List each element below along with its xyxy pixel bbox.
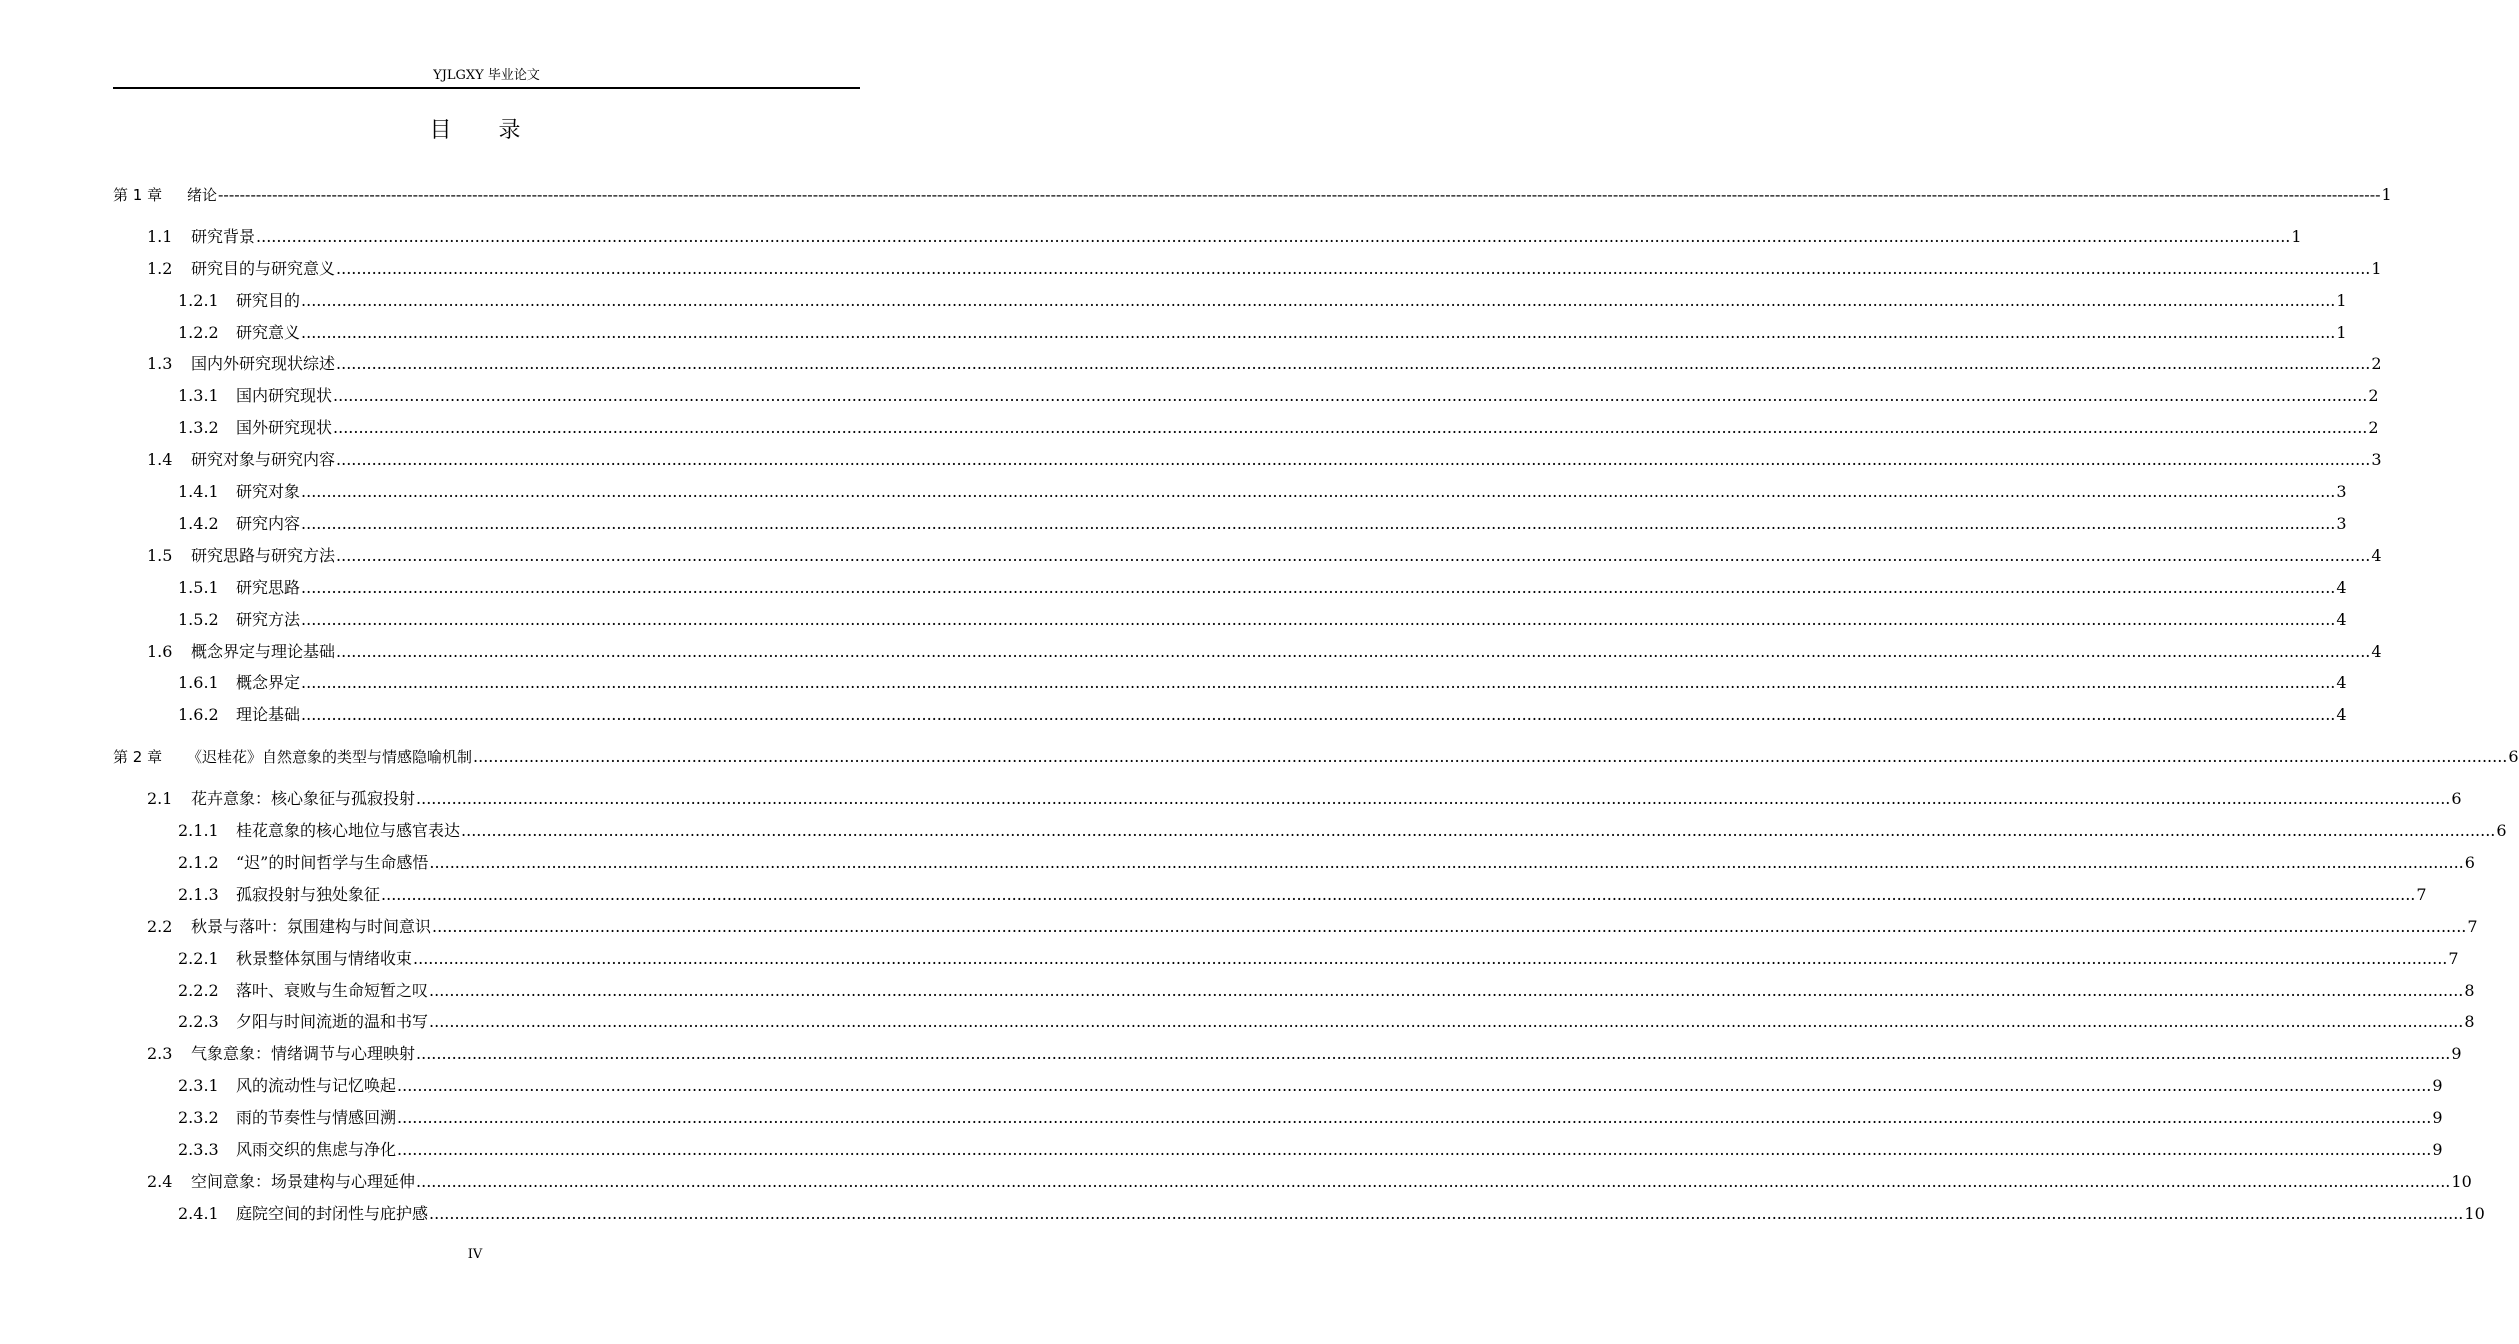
toc-leader: ................................................................................................................................................................................................................................................................................................................................................................................................................	[336, 450, 2371, 469]
toc-entry-number: 1.3.2	[178, 418, 219, 437]
toc-entry-number: 1.6	[147, 642, 173, 661]
toc-leader: ................................................................................................................................................................................................................................................................................................................................................................................................................	[473, 747, 2508, 766]
toc-leader: ................................................................................................................................................................................................................................................................................................................................................................................................................	[397, 1140, 2432, 1159]
toc-leader: ................................................................................................................................................................................................................................................................................................................................................................................................................	[397, 1108, 2432, 1127]
toc-entry-title: 落叶、衰败与生命短暂之叹	[236, 981, 429, 1000]
toc-entry[interactable]	[178, 478, 2347, 502]
toc-leader: ................................................................................................................................................................................................................................................................................................................................................................................................................	[413, 949, 2448, 968]
toc-entry[interactable]	[178, 701, 2347, 725]
toc-entry-number: 1.6.1	[178, 673, 219, 692]
toc-entry-title: 研究意义	[236, 323, 301, 342]
toc-entry[interactable]	[178, 319, 2347, 343]
toc-entry[interactable]	[147, 1168, 2472, 1192]
toc-entry[interactable]	[178, 881, 2427, 905]
toc-entry-number: 2.3.3	[178, 1140, 219, 1159]
toc-entry-page: 2	[2368, 386, 2379, 405]
toc-leader: ................................................................................................................................................................................................................................................................................................................................................................................................................	[416, 1044, 2451, 1063]
toc-entry-page: 1	[2371, 259, 2382, 278]
toc-entry-page: 4	[2371, 642, 2382, 661]
toc-entry-number: 2.4.1	[178, 1204, 219, 1223]
toc-entry-title: 研究目的与研究意义	[191, 259, 336, 278]
toc-leader: ................................................................................................................................................................................................................................................................................................................................................................................................................	[429, 1012, 2464, 1031]
toc-entry-page: 3	[2336, 482, 2347, 501]
toc-entry[interactable]	[178, 414, 2379, 438]
toc-entry-number: 第 1 章	[113, 186, 163, 204]
toc-leader: ................................................................................................................................................................................................................................................................................................................................................................................................................	[336, 259, 2371, 278]
toc-leader: ................................................................................................................................................................................................................................................................................................................................................................................................................	[336, 546, 2371, 565]
toc-entry[interactable]	[113, 181, 2392, 205]
toc-entry[interactable]	[178, 817, 2507, 841]
toc-entry-title: 花卉意象：核心象征与孤寂投射	[191, 789, 416, 808]
toc-leader: ................................................................................................................................................................................................................................................................................................................................................................................................................	[429, 853, 2464, 872]
toc-entry-title: 国外研究现状	[236, 418, 333, 437]
toc-entry-title: 秋景整体氛围与情绪收束	[236, 949, 413, 968]
toc-leader: ................................................................................................................................................................................................................................................................................................................................................................................................................	[429, 981, 2464, 1000]
toc-entry-title: 研究对象与研究内容	[191, 450, 336, 469]
toc-entry-page: 1	[2336, 323, 2347, 342]
toc-entry-number: 1.3	[147, 354, 173, 373]
toc-entry[interactable]	[178, 977, 2475, 1001]
toc-entry[interactable]	[178, 1072, 2443, 1096]
toc-entry-page: 6	[2496, 821, 2507, 840]
toc-entry-page: 8	[2464, 981, 2475, 1000]
toc-entry[interactable]	[147, 785, 2462, 809]
toc-leader: ................................................................................................................................................................................................................................................................................................................................................................................................................	[461, 821, 2496, 840]
toc-entry-number: 1.2.1	[178, 291, 219, 310]
toc-entry-number: 2.3.2	[178, 1108, 219, 1127]
toc-entry-page: 4	[2336, 578, 2347, 597]
toc-entry-page: 2	[2371, 354, 2382, 373]
toc-leader: ................................................................................................................................................................................................................................................................................................................................................................................................................	[336, 642, 2371, 661]
toc-entry-page: 9	[2432, 1076, 2443, 1095]
toc-leader: ................................................................................................................................................................................................................................................................................................................................................................................................................	[301, 610, 2336, 629]
toc-entry-number: 2.1.3	[178, 885, 219, 904]
toc-leader: ----------------------------------------------------------------------------------------------------------------------------------------------------------------------------------------------------------------------------------------------------------------------------------------------------------------------------------------------------------------------------------------------------------------	[218, 185, 2381, 204]
toc-leader: ................................................................................................................................................................................................................................................................................................................................................................................................................	[381, 885, 2416, 904]
toc-entry[interactable]	[113, 743, 2519, 767]
toc-entry-number: 2.3	[147, 1044, 173, 1063]
toc-entry-page: 7	[2448, 949, 2459, 968]
toc-entry-title: 概念界定与理论基础	[191, 642, 336, 661]
toc-leader: ................................................................................................................................................................................................................................................................................................................................................................................................................	[416, 1172, 2451, 1191]
toc-entry-page: 9	[2432, 1108, 2443, 1127]
toc-entry-number: 2.2	[147, 917, 173, 936]
toc-leader: ................................................................................................................................................................................................................................................................................................................................................................................................................	[301, 673, 2336, 692]
toc-entry-page: 6	[2508, 747, 2519, 766]
toc-entry-page: 7	[2416, 885, 2427, 904]
toc-entry-page: 3	[2336, 514, 2347, 533]
toc-entry-number: 1.2.2	[178, 323, 219, 342]
toc-entry-number: 1.4.2	[178, 514, 219, 533]
toc-entry-number: 第 2 章	[113, 748, 163, 766]
toc-entry[interactable]	[147, 223, 2302, 247]
toc-entry[interactable]	[178, 1104, 2443, 1128]
toc-entry-title: 研究背景	[191, 227, 256, 246]
toc-entry-title: 夕阳与时间流逝的温和书写	[236, 1012, 429, 1031]
toc-entry-page: 1	[2381, 185, 2392, 204]
toc-leader: ................................................................................................................................................................................................................................................................................................................................................................................................................	[301, 482, 2336, 501]
toc-entry-title: 桂花意象的核心地位与感官表达	[236, 821, 461, 840]
toc-entry[interactable]	[147, 638, 2382, 662]
toc-entry-title: 研究思路与研究方法	[191, 546, 336, 565]
toc-entry-number: 1.5.1	[178, 578, 219, 597]
toc-entry-title: 绪论	[187, 186, 218, 204]
toc-entry-title: 国内外研究现状综述	[191, 354, 336, 373]
toc-leader: ................................................................................................................................................................................................................................................................................................................................................................................................................	[301, 705, 2336, 724]
toc-entry[interactable]	[178, 1200, 2485, 1224]
toc-entry-title: “迟”的时间哲学与生命感悟	[236, 853, 429, 872]
toc-entry[interactable]	[178, 574, 2347, 598]
toc-entry-title: 研究内容	[236, 514, 301, 533]
toc-entry[interactable]	[178, 606, 2347, 630]
toc-entry-title: 秋景与落叶：氛围建构与时间意识	[191, 917, 432, 936]
toc-entry[interactable]	[178, 510, 2347, 534]
toc-entry-title: 研究思路	[236, 578, 301, 597]
toc-leader: ................................................................................................................................................................................................................................................................................................................................................................................................................	[256, 227, 2291, 246]
toc-entry-page: 10	[2464, 1204, 2485, 1223]
toc-entry-title: 庭院空间的封闭性与庇护感	[236, 1204, 429, 1223]
toc-entry-number: 1.5.2	[178, 610, 219, 629]
toc-entry[interactable]	[178, 945, 2459, 969]
toc-entry-number: 1.4	[147, 450, 173, 469]
toc-leader: ................................................................................................................................................................................................................................................................................................................................................................................................................	[301, 323, 2336, 342]
toc-entry-page: 7	[2467, 917, 2478, 936]
toc-entry[interactable]	[147, 446, 2382, 470]
toc-entry[interactable]	[178, 1136, 2443, 1160]
toc-entry-title: 气象意象：情绪调节与心理映射	[191, 1044, 416, 1063]
toc-entry[interactable]	[178, 1008, 2475, 1032]
toc-entry-page: 10	[2451, 1172, 2472, 1191]
toc-entry-number: 2.2.1	[178, 949, 219, 968]
toc-entry-title: 研究对象	[236, 482, 301, 501]
toc-entry-number: 1.6.2	[178, 705, 219, 724]
toc-entry[interactable]	[147, 1040, 2462, 1064]
toc-leader: ................................................................................................................................................................................................................................................................................................................................................................................................................	[432, 917, 2467, 936]
toc-entry-page: 2	[2368, 418, 2379, 437]
toc-entry[interactable]	[147, 542, 2382, 566]
toc-entry[interactable]	[147, 255, 2382, 279]
toc-entry-title: 孤寂投射与独处象征	[236, 885, 381, 904]
toc-entry-page: 4	[2336, 673, 2347, 692]
toc-entry-page: 4	[2371, 546, 2382, 565]
toc-entry-page: 3	[2371, 450, 2382, 469]
toc-entry-number: 2.2.2	[178, 981, 219, 1000]
toc-entry-title: 风雨交织的焦虑与净化	[236, 1140, 397, 1159]
toc-entry-number: 2.4	[147, 1172, 173, 1191]
toc-entry-page: 9	[2451, 1044, 2462, 1063]
toc-entry-page: 1	[2336, 291, 2347, 310]
toc-entry-title: 国内研究现状	[236, 386, 333, 405]
toc-entry-number: 1.5	[147, 546, 173, 565]
toc-entry[interactable]	[178, 287, 2347, 311]
toc-leader: ................................................................................................................................................................................................................................................................................................................................................................................................................	[333, 418, 2368, 437]
toc-entry-number: 1.2	[147, 259, 173, 278]
toc-entry-number: 1.4.1	[178, 482, 219, 501]
toc-leader: ................................................................................................................................................................................................................................................................................................................................................................................................................	[301, 291, 2336, 310]
toc-entry-page: 1	[2291, 227, 2302, 246]
toc-entry-title: 概念界定	[236, 673, 301, 692]
running-header: YJLGXY 毕业论文	[433, 68, 540, 83]
toc-entry[interactable]	[178, 669, 2347, 693]
toc-entry-number: 2.3.1	[178, 1076, 219, 1095]
toc-entry-title: 雨的节奏性与情感回溯	[236, 1108, 397, 1127]
toc-leader: ................................................................................................................................................................................................................................................................................................................................................................................................................	[301, 578, 2336, 597]
toc-entry-number: 2.1.2	[178, 853, 219, 872]
toc-leader: ................................................................................................................................................................................................................................................................................................................................................................................................................	[301, 514, 2336, 533]
toc-entry-page: 6	[2464, 853, 2475, 872]
toc-entry[interactable]	[178, 382, 2379, 406]
toc-entry-number: 2.1.1	[178, 821, 219, 840]
toc-entry-number: 1.3.1	[178, 386, 219, 405]
toc-leader: ................................................................................................................................................................................................................................................................................................................................................................................................................	[333, 386, 2368, 405]
toc-entry-page: 4	[2336, 610, 2347, 629]
page-number: IV	[467, 1247, 483, 1262]
toc-entry-title: 研究方法	[236, 610, 301, 629]
toc-entry-number: 1.1	[147, 227, 173, 246]
toc-entry-page: 9	[2432, 1140, 2443, 1159]
toc-leader: ................................................................................................................................................................................................................................................................................................................................................................................................................	[429, 1204, 2464, 1223]
toc-entry[interactable]	[178, 849, 2475, 873]
toc-entry-title: 风的流动性与记忆唤起	[236, 1076, 397, 1095]
toc-leader: ................................................................................................................................................................................................................................................................................................................................................................................................................	[336, 354, 2371, 373]
toc-entry-page: 8	[2464, 1012, 2475, 1031]
toc-leader: ................................................................................................................................................................................................................................................................................................................................................................................................................	[397, 1076, 2432, 1095]
toc-entry-page: 4	[2336, 705, 2347, 724]
toc-entry-number: 2.1	[147, 789, 173, 808]
toc-entry[interactable]	[147, 913, 2478, 937]
toc-entry-page: 6	[2451, 789, 2462, 808]
toc-entry-number: 2.2.3	[178, 1012, 219, 1031]
toc-entry-title: 空间意象：场景建构与心理延伸	[191, 1172, 416, 1191]
toc-entry-title: 研究目的	[236, 291, 301, 310]
toc-entry-title: 理论基础	[236, 705, 301, 724]
toc-entry[interactable]	[147, 350, 2382, 374]
toc-title: 目 录	[429, 118, 541, 143]
toc-entry-title: 《迟桂花》自然意象的类型与情感隐喻机制	[187, 748, 473, 766]
toc-leader: ................................................................................................................................................................................................................................................................................................................................................................................................................	[416, 789, 2451, 808]
